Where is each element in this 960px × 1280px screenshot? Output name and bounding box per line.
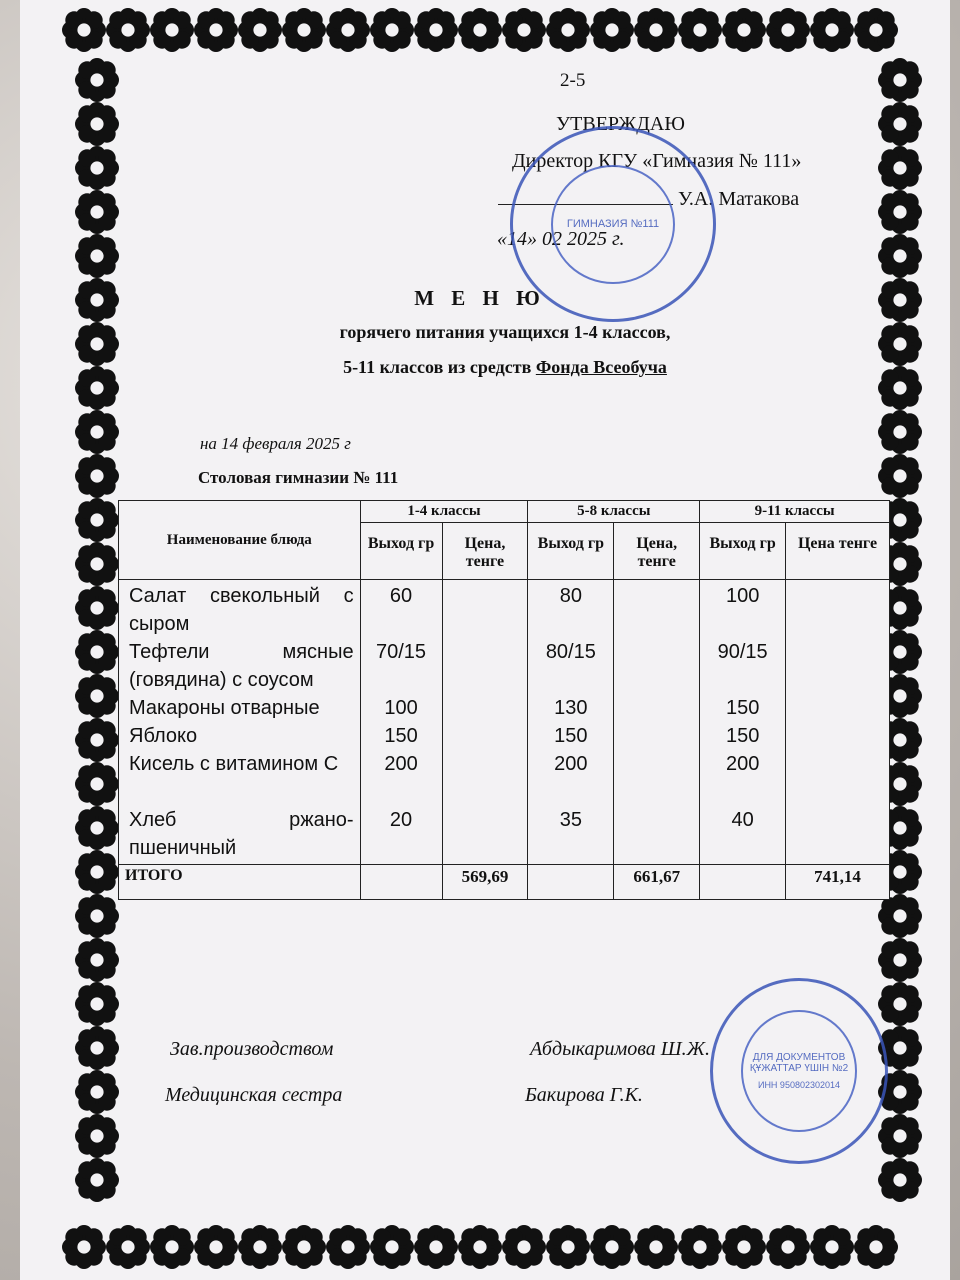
flower-ornament-icon bbox=[810, 8, 854, 52]
dish-output: 150 bbox=[725, 725, 760, 747]
table-total-row bbox=[119, 865, 890, 900]
flower-ornament-icon bbox=[75, 938, 119, 982]
dish-output: 100 bbox=[725, 585, 760, 607]
flower-ornament-icon bbox=[810, 1225, 854, 1269]
output-1-4 bbox=[360, 580, 442, 865]
round-stamp-school bbox=[510, 126, 716, 322]
stamp-documents-inner bbox=[741, 1010, 857, 1132]
flower-ornament-icon bbox=[878, 234, 922, 278]
flower-ornament-icon bbox=[854, 1225, 898, 1269]
flower-ornament-icon bbox=[634, 1225, 678, 1269]
dish-output: 40 bbox=[731, 809, 754, 831]
dish-name: Тефтели мясные (говядина) с соусом bbox=[129, 641, 354, 691]
flower-ornament-icon bbox=[722, 1225, 766, 1269]
flower-ornament-icon bbox=[75, 542, 119, 586]
menu-table bbox=[118, 500, 890, 900]
subtitle-line-2 bbox=[0, 357, 960, 378]
dish-name: Салат свекольный с сыром bbox=[129, 585, 354, 635]
dish-output: 80/15 bbox=[545, 641, 596, 663]
dish-output: 150 bbox=[554, 725, 588, 747]
total-9-11: 741,14 bbox=[786, 865, 890, 900]
group-header-1-4: 1-4 классы bbox=[360, 501, 528, 523]
flower-border-top bbox=[62, 8, 898, 52]
flower-ornament-icon bbox=[75, 1026, 119, 1070]
flower-ornament-icon bbox=[878, 102, 922, 146]
subtitle-line-1: горячего питания учащихся 1-4 классов, bbox=[339, 322, 671, 342]
flower-ornament-icon bbox=[878, 410, 922, 454]
flower-ornament-icon bbox=[75, 1114, 119, 1158]
total-empty bbox=[528, 865, 614, 900]
dish-output: 35 bbox=[559, 809, 582, 831]
dish-output: 130 bbox=[554, 697, 588, 719]
subheader-output: Выход гр bbox=[360, 523, 442, 580]
flower-ornament-icon bbox=[546, 1225, 590, 1269]
flower-ornament-icon bbox=[766, 8, 810, 52]
dish-name: Кисель с витамином С bbox=[129, 753, 339, 775]
flower-ornament-icon bbox=[370, 8, 414, 52]
price-1-4 bbox=[442, 580, 528, 865]
flower-ornament-icon bbox=[878, 894, 922, 938]
group-header-5-8: 5-8 классы bbox=[528, 501, 700, 523]
dish-output: 200 bbox=[725, 753, 760, 775]
total-label: ИТОГО bbox=[119, 865, 361, 900]
price-5-8 bbox=[614, 580, 700, 865]
stamp-documents-number: ИНН 950802302014 bbox=[757, 1080, 841, 1090]
total-empty bbox=[700, 865, 786, 900]
subheader-output: Выход гр bbox=[700, 523, 786, 580]
page-number: 2-5 bbox=[560, 70, 586, 91]
flower-ornament-icon bbox=[678, 1225, 722, 1269]
flower-ornament-icon bbox=[75, 806, 119, 850]
signer-name: У.А. Матакова bbox=[678, 188, 800, 210]
flower-ornament-icon bbox=[106, 1225, 150, 1269]
flower-ornament-icon bbox=[75, 674, 119, 718]
total-empty bbox=[360, 865, 442, 900]
flower-ornament-icon bbox=[75, 498, 119, 542]
stamp-school-text: ГИМНАЗИЯ №111 bbox=[566, 218, 660, 230]
output-5-8 bbox=[528, 580, 614, 865]
flower-border-left bbox=[75, 58, 119, 1202]
flower-ornament-icon bbox=[878, 982, 922, 1026]
flower-ornament-icon bbox=[458, 8, 502, 52]
name-nurse: Бакирова Г.К. bbox=[525, 1084, 643, 1106]
dish-output: 60 bbox=[389, 585, 413, 607]
flower-ornament-icon bbox=[678, 8, 722, 52]
approve-label: УТВЕРЖДАЮ bbox=[556, 113, 685, 135]
flower-ornament-icon bbox=[75, 146, 119, 190]
flower-ornament-icon bbox=[62, 1225, 106, 1269]
subtitle-line-2-text: 5-11 классов из средств bbox=[343, 357, 536, 377]
flower-ornament-icon bbox=[150, 1225, 194, 1269]
flower-ornament-icon bbox=[75, 630, 119, 674]
flower-ornament-icon bbox=[326, 1225, 370, 1269]
flower-border-bottom bbox=[62, 1225, 898, 1269]
name-production: Абдыкаримова Ш.Ж. bbox=[530, 1038, 710, 1060]
flower-ornament-icon bbox=[854, 8, 898, 52]
flower-ornament-icon bbox=[282, 1225, 326, 1269]
menu-date: на 14 февраля 2025 г bbox=[200, 434, 351, 453]
subheader-price: Цена, тенге bbox=[614, 523, 700, 580]
flower-ornament-icon bbox=[75, 234, 119, 278]
approval-date: «14» 02 2025 г. bbox=[497, 228, 625, 250]
dish-output: 150 bbox=[725, 697, 760, 719]
dish-output: 90/15 bbox=[717, 641, 768, 663]
flower-ornament-icon bbox=[75, 586, 119, 630]
dish-name: Хлеб ржано-пшеничный bbox=[129, 809, 354, 859]
group-header-9-11: 9-11 классы bbox=[700, 501, 890, 523]
flower-ornament-icon bbox=[878, 454, 922, 498]
total-5-8: 661,67 bbox=[614, 865, 700, 900]
flower-ornament-icon bbox=[282, 8, 326, 52]
flower-ornament-icon bbox=[502, 8, 546, 52]
output-9-11 bbox=[700, 580, 786, 865]
flower-ornament-icon bbox=[75, 894, 119, 938]
table-body-row bbox=[119, 580, 890, 865]
flower-ornament-icon bbox=[75, 718, 119, 762]
page-title: М Е Н Ю bbox=[414, 286, 546, 310]
flower-ornament-icon bbox=[878, 190, 922, 234]
canteen-name: Столовая гимназии № 111 bbox=[198, 468, 399, 487]
flower-ornament-icon bbox=[878, 146, 922, 190]
flower-ornament-icon bbox=[194, 8, 238, 52]
price-9-11 bbox=[786, 580, 890, 865]
table-header-row bbox=[119, 501, 890, 523]
dish-output: 70/15 bbox=[376, 641, 427, 663]
flower-ornament-icon bbox=[502, 1225, 546, 1269]
dish-names bbox=[119, 580, 361, 865]
stamp-school-inner bbox=[551, 165, 675, 284]
flower-ornament-icon bbox=[75, 410, 119, 454]
round-stamp-documents bbox=[710, 978, 888, 1164]
flower-ornament-icon bbox=[150, 8, 194, 52]
flower-ornament-icon bbox=[75, 58, 119, 102]
flower-ornament-icon bbox=[546, 8, 590, 52]
flower-ornament-icon bbox=[458, 1225, 502, 1269]
flower-ornament-icon bbox=[878, 1114, 922, 1158]
dish-output: 200 bbox=[554, 753, 588, 775]
dish-output: 200 bbox=[384, 753, 418, 775]
director-title: Директор КГУ «Гимназия № 111» bbox=[512, 150, 802, 172]
subheader-price: Цена тенге bbox=[786, 523, 890, 580]
dish-name: Макароны отварные bbox=[129, 697, 320, 719]
flower-ornament-icon bbox=[722, 8, 766, 52]
flower-ornament-icon bbox=[238, 1225, 282, 1269]
role-nurse: Медицинская сестра bbox=[165, 1084, 343, 1106]
stamp-documents-text: ДЛЯ ДОКУМЕНТОВ ҚҰЖАТТАР ҮШІН №2 bbox=[749, 1052, 849, 1074]
column-header-dish: Наименование блюда bbox=[119, 501, 361, 580]
flower-ornament-icon bbox=[75, 762, 119, 806]
flower-ornament-icon bbox=[75, 1070, 119, 1114]
flower-ornament-icon bbox=[414, 8, 458, 52]
flower-ornament-icon bbox=[590, 1225, 634, 1269]
total-1-4: 569,69 bbox=[442, 865, 528, 900]
role-production: Зав.производством bbox=[170, 1038, 334, 1060]
flower-ornament-icon bbox=[878, 1158, 922, 1202]
flower-ornament-icon bbox=[878, 938, 922, 982]
flower-ornament-icon bbox=[75, 190, 119, 234]
flower-ornament-icon bbox=[326, 8, 370, 52]
dish-output: 150 bbox=[384, 725, 418, 747]
flower-ornament-icon bbox=[370, 1225, 414, 1269]
flower-ornament-icon bbox=[75, 1158, 119, 1202]
flower-ornament-icon bbox=[634, 8, 678, 52]
flower-ornament-icon bbox=[75, 102, 119, 146]
flower-ornament-icon bbox=[194, 1225, 238, 1269]
fund-name: Фонда Всеобуча bbox=[535, 357, 667, 377]
flower-ornament-icon bbox=[75, 982, 119, 1026]
subheader-output: Выход гр bbox=[528, 523, 614, 580]
flower-ornament-icon bbox=[766, 1225, 810, 1269]
flower-ornament-icon bbox=[238, 8, 282, 52]
flower-ornament-icon bbox=[75, 850, 119, 894]
dish-output: 80 bbox=[559, 585, 582, 607]
dish-output: 20 bbox=[389, 809, 413, 831]
subheader-price: Цена, тенге bbox=[442, 523, 528, 580]
flower-ornament-icon bbox=[414, 1225, 458, 1269]
dish-name: Яблоко bbox=[129, 725, 198, 747]
dish-output: 100 bbox=[384, 697, 418, 719]
flower-ornament-icon bbox=[62, 8, 106, 52]
flower-ornament-icon bbox=[75, 454, 119, 498]
flower-ornament-icon bbox=[590, 8, 634, 52]
flower-ornament-icon bbox=[878, 58, 922, 102]
flower-ornament-icon bbox=[106, 8, 150, 52]
